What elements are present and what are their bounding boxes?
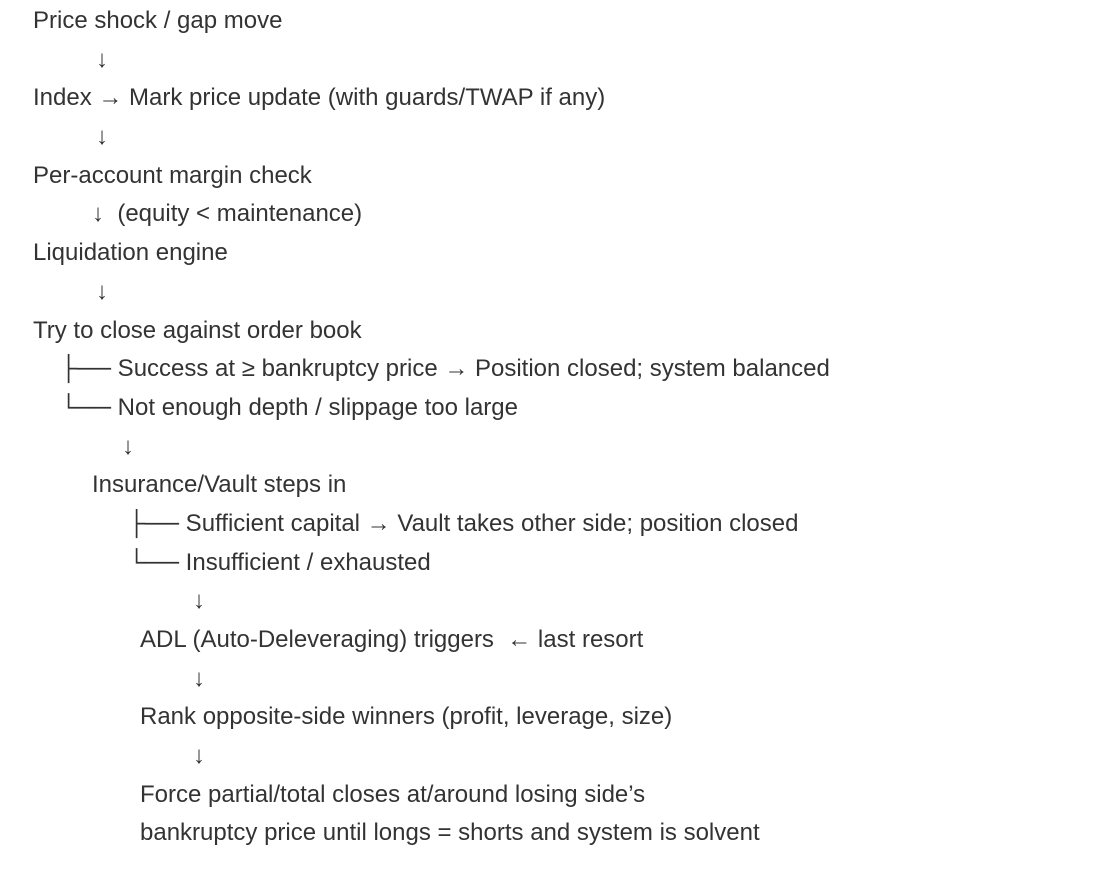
step-insurance-vault: Insurance/Vault steps in: [92, 471, 347, 499]
step-rank-winners: Rank opposite-side winners (profit, leverage, size): [140, 703, 673, 731]
step-close-against-order-book: Try to close against order book: [33, 316, 362, 344]
branch-insufficient-exhausted: └── Insufficient / exhausted: [128, 548, 431, 576]
arrow-down-icon: ↓: [122, 432, 134, 460]
arrow-down-icon: ↓: [96, 123, 108, 151]
branch-not-enough-depth: └── Not enough depth / slippage too large: [60, 393, 518, 421]
arrow-down-icon: ↓: [96, 277, 108, 305]
arrow-down-icon: ↓: [193, 587, 205, 615]
branch-sufficient-capital: ├── Sufficient capital → Vault takes other side; position closed: [128, 509, 799, 537]
step-adl-triggers: ADL (Auto-Deleveraging) triggers ← last resort: [140, 626, 644, 653]
arrow-down-icon: ↓: [193, 664, 205, 692]
step-liquidation-engine: Liquidation engine: [33, 239, 228, 267]
step-force-closes-line1: Force partial/total closes at/around losing side’s: [140, 780, 646, 808]
step-force-closes-line2: bankruptcy price until longs = shorts and system is solvent: [140, 819, 760, 847]
step-price-shock: Price shock / gap move: [33, 7, 283, 34]
arrow-down-icon: ↓: [193, 742, 205, 770]
arrow-down-icon: ↓: [96, 45, 108, 73]
step-margin-check: Per-account margin check: [33, 161, 312, 189]
branch-success-bankruptcy: ├── Success at ≥ bankruptcy price → Position closed; system balanced: [60, 355, 830, 383]
arrow-down-equity-condition: ↓ (equity < maintenance): [92, 200, 363, 228]
step-mark-price-update: Index → Mark price update (with guards/TWAP if any): [33, 84, 606, 112]
